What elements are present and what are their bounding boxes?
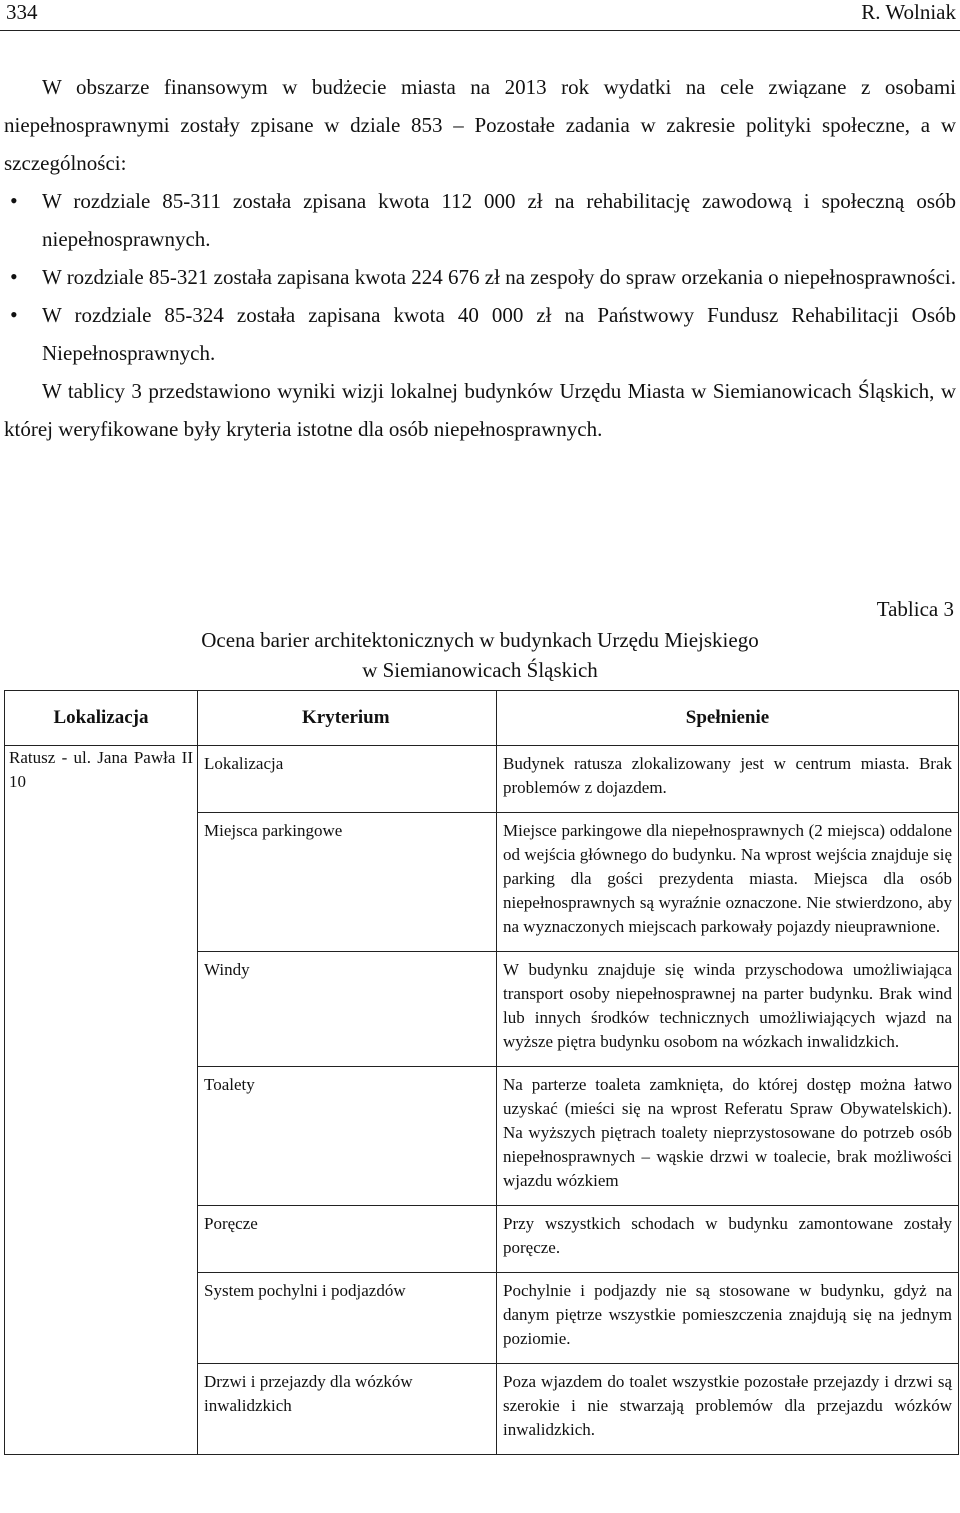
table-intro-paragraph: W tablicy 3 przedstawiono wyniki wizji lokalnej budynków Urzędu Miasta w Siemianowicach Śląskich, w której weryfikowane były kryteria istotne dla osób niepełnosprawnych. [4,379,956,441]
location-cell: Ratusz - ul. Jana Pawła II 10 [5,746,198,1455]
bullet-item: • W rozdziale 85-324 została zapisana kwota 40 000 zł na Państwowy Fundusz Rehabilitacji Osób Niepełnosprawnych. [4,296,956,372]
page-header [0,0,960,31]
fulfillment-cell: Poza wjazdem do toalet wszystkie pozostałe przejazdy i drzwi są szerokie i nie stwarzają problemów dla przejazdu wózków inwalidzkich. [497,1364,959,1455]
criterion-cell: System pochylni i podjazdów [198,1273,497,1364]
header-location: Lokalizacja [5,691,198,746]
criterion-cell: Miejsca parkingowe [198,813,497,952]
header-fulfillment: Spełnienie [497,691,959,746]
running-head: R. Wolniak [861,0,956,24]
fulfillment-cell: Budynek ratusza zlokalizowany jest w centrum miasta. Brak problemów z dojazdem. [497,746,959,813]
body-text [4,68,956,448]
page-number: 334 [6,0,38,24]
criterion-cell: Lokalizacja [198,746,497,813]
fulfillment-cell: Na parterze toaleta zamknięta, do której dostęp można łatwo uzyskać (mieści się na wprost Referatu Spraw Obywatelskich). Na wyższych piętrach toalety nieprzystosowane do potrzeb osób niepełnosprawnych – wąskie drzwi w toalecie, brak możliwości wjazdu wózkiem [497,1067,959,1206]
criterion-cell: Drzwi i przejazdy dla wózków inwalidzkich [198,1364,497,1455]
budget-bullet-list [4,182,956,372]
table-title-line-1: Ocena barier architektonicznych w budynkach Urzędu Miejskiego [201,628,759,652]
table-row [5,746,959,813]
barriers-table [4,690,959,1455]
table-number: Tablica 3 [876,597,954,621]
table-title-line-2: w Siemianowicach Śląskich [362,658,598,682]
table-title [120,625,840,685]
fulfillment-cell: Miejsce parkingowe dla niepełnosprawnych (2 miejsca) oddalone od wejścia głównego do budynku. Na wprost wejścia znajduje się parking dla gości prezydenta miasta. Miejsca dla osób niepełnosprawnych są wyraźnie oznaczone. Nie stwierdzono, aby na wyznaczonych miejscach parkowały pojazdy nieuprawnione. [497,813,959,952]
fulfillment-cell: Pochylnie i podjazdy nie są stosowane w budynku, gdyż na danym piętrze wszystkie pomieszczenia znajdują się na jednym poziomie. [497,1273,959,1364]
header-criterion: Kryterium [198,691,497,746]
criterion-cell: Windy [198,952,497,1067]
fulfillment-cell: W budynku znajduje się winda przyschodowa umożliwiająca transport osoby niepełnosprawnej na parter budynku. Brak wind lub innych środków technicznych umożliwiających wjazd na wyższe piętra budynku osobom na wózkach inwalidzkich. [497,952,959,1067]
intro-paragraph: W obszarze finansowym w budżecie miasta na 2013 rok wydatki na cele związane z osobami niepełnosprawnymi zostały zpisane w dziale 853 – Pozostałe zadania w zakresie polityki społeczne, a w szczególności: [4,75,956,175]
criterion-cell: Toalety [198,1067,497,1206]
fulfillment-cell: Przy wszystkich schodach w budynku zamontowane zostały poręcze. [497,1206,959,1273]
bullet-item: • W rozdziale 85-321 została zapisana kwota 224 676 zł na zespoły do spraw orzekania o niepełnosprawności. [4,258,956,296]
criterion-cell: Poręcze [198,1206,497,1273]
table-header-row [5,691,959,746]
bullet-item: • W rozdziale 85-311 została zpisana kwota 112 000 zł na rehabilitację zawodową i społeczną osób niepełnosprawnych. [4,182,956,258]
